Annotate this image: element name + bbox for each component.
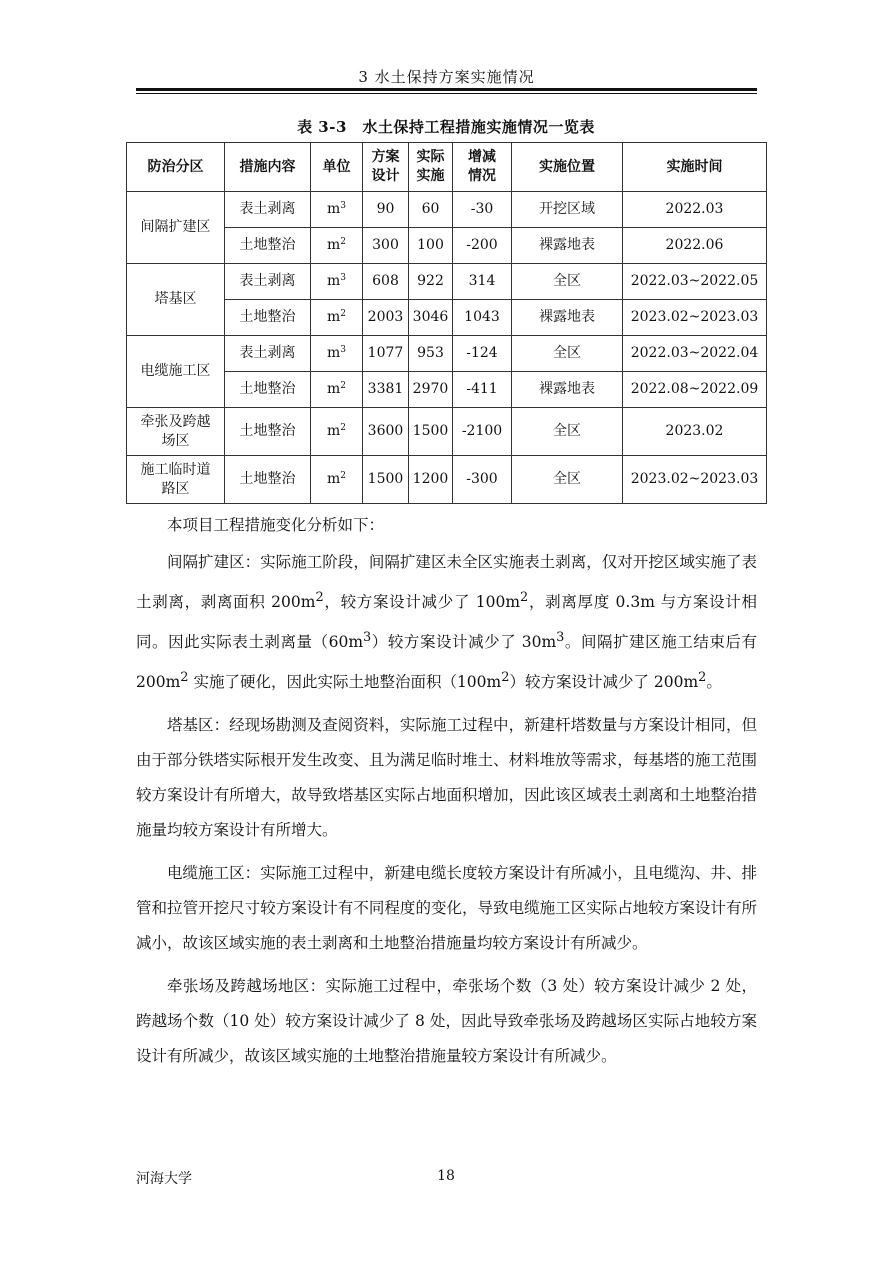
zone-cell: 间隔扩建区 (127, 192, 225, 264)
header-actual-line1: 实际 (416, 149, 445, 165)
design-cell: 90 (363, 192, 409, 228)
table-row (127, 456, 767, 504)
paragraph-cable-construction: 电缆施工区：实际施工过程中，新建电缆长度较方案设计有所减小，且电缆沟、井、排管和拉管开挖尺寸较方案设计有不同程度的变化，导致电缆施工区实际占地较方案设计有所减小，故该区域实施的表土剥离和土地整治措施量均较方案设计有所减少。 (136, 864, 757, 953)
time-cell: 2022.03~2022.05 (623, 264, 767, 300)
unit-cell (311, 228, 363, 264)
location-cell: 全区 (512, 336, 623, 372)
time-cell: 2023.02 (623, 408, 767, 456)
zone-line2: 路区 (161, 480, 190, 497)
header-change (453, 143, 512, 192)
change-cell: -124 (453, 336, 512, 372)
header-zone: 防治分区 (127, 143, 225, 192)
design-cell: 300 (363, 228, 409, 264)
footer-institution: 河海大学 (136, 1171, 192, 1187)
time-cell: 2022.03 (623, 192, 767, 228)
time-cell: 2023.02~2023.03 (623, 300, 767, 336)
actual-cell: 60 (409, 192, 453, 228)
change-cell: 314 (453, 264, 512, 300)
location-cell: 裸露地表 (512, 228, 623, 264)
header-measure: 措施内容 (225, 143, 311, 192)
unit-base: m (326, 345, 341, 361)
unit-exponent: 3 (340, 201, 346, 211)
actual-cell: 1500 (409, 408, 453, 456)
header-change-line2: 情况 (468, 168, 496, 184)
zone-cell (127, 456, 225, 504)
paragraph-interval-expansion (136, 545, 757, 700)
location-cell: 全区 (512, 408, 623, 456)
design-cell: 3600 (363, 408, 409, 456)
measure-cell: 表土剥离 (225, 264, 311, 300)
design-cell: 3381 (363, 372, 409, 408)
table-caption: 表 3-3 水土保持工程措施实施情况一览表 (297, 118, 595, 136)
text-run: 实施了硬化，因此实际土地整治面积（100m (188, 673, 502, 692)
unit-cell (311, 300, 363, 336)
unit-cell (311, 192, 363, 228)
design-cell: 2003 (363, 300, 409, 336)
page-number: 18 (437, 1168, 455, 1184)
unit-cell (311, 372, 363, 408)
change-cell: -300 (453, 456, 512, 504)
time-cell: 2022.08~2022.09 (623, 372, 767, 408)
header-design (363, 143, 409, 192)
text-run: 间隔扩建区：实际施工阶段，间隔扩建区未全区实施表土剥离，仅对开挖区域实施了表土剥离，剥离面积 200m (136, 553, 757, 612)
design-cell: 1500 (363, 456, 409, 504)
superscript: 2 (315, 590, 324, 605)
measure-cell: 土地整治 (225, 228, 311, 264)
time-cell: 2022.06 (623, 228, 767, 264)
change-cell: -2100 (453, 408, 512, 456)
unit-exponent: 2 (340, 381, 346, 391)
change-cell: 1043 (453, 300, 512, 336)
zone-line2: 场区 (161, 432, 190, 449)
zone-cell: 电缆施工区 (127, 336, 225, 408)
zone-line1: 牵张及跨越 (140, 413, 211, 430)
superscript: 2 (698, 670, 707, 686)
running-header: 3 水土保持方案实施情况 (358, 68, 535, 86)
change-cell: -411 (453, 372, 512, 408)
header-actual-line2: 实施 (416, 168, 445, 184)
zone-cell (127, 408, 225, 456)
unit-cell (311, 456, 363, 504)
unit-exponent: 2 (340, 237, 346, 247)
unit-base: m (326, 423, 341, 439)
unit-base: m (326, 237, 341, 253)
location-cell: 裸露地表 (512, 372, 623, 408)
unit-cell (311, 408, 363, 456)
superscript: 2 (520, 590, 529, 605)
analysis-text (136, 508, 757, 1082)
paragraph-tower-base: 塔基区：经现场勘测及查阅资料，实际施工过程中，新建杆塔数量与方案设计相同，但由于部分铁塔实际根开发生改变、且为满足临时堆土、材料堆放等需求，每基塔的施工范围较方案设计有所增大，故导致塔基区实际占地面积增加，因此该区域表土剥离和土地整治措施量均较方案设计有所增大。 (136, 716, 757, 840)
unit-exponent: 2 (340, 309, 346, 319)
header-rule-thick (136, 88, 757, 91)
unit-exponent: 3 (340, 345, 346, 355)
measure-cell: 土地整治 (225, 300, 311, 336)
header-change-line1: 增减 (468, 149, 496, 165)
unit-base: m (326, 273, 341, 289)
paragraph-tension-crossing-site: 牵张场及跨越场地区：实际施工过程中，牵张场个数（3 处）较方案设计减少 2 处，跨越场个数（10 处）较方案设计减少了 8 处，因此导致牵张场及跨越场区实际占地较方案设计有所减少，故该区域实施的土地整治措施量较方案设计有所减少。 (136, 977, 757, 1066)
unit-base: m (326, 471, 341, 487)
text-run: 。 (706, 673, 722, 692)
table-row (127, 264, 767, 300)
time-cell: 2023.02~2023.03 (623, 456, 767, 504)
table-header-row (127, 143, 767, 192)
unit-base: m (326, 201, 341, 217)
text-run: ，剥离厚度 0.3m 与方案设计相同。因此实际表土剥离量（60m (136, 593, 757, 652)
location-cell: 全区 (512, 264, 623, 300)
actual-cell: 3046 (409, 300, 453, 336)
unit-exponent: 2 (340, 423, 346, 433)
superscript: 2 (501, 670, 510, 686)
actual-cell: 922 (409, 264, 453, 300)
text-run: ）较方案设计减少了 30m (371, 633, 557, 652)
actual-cell: 1200 (409, 456, 453, 504)
header-time: 实施时间 (623, 143, 767, 192)
text-run: ）较方案设计减少了 200m (509, 673, 699, 692)
time-cell: 2022.03~2022.04 (623, 336, 767, 372)
text-run: 。间隔扩建区施工结束后有 200m (136, 633, 757, 692)
measure-cell: 表土剥离 (225, 336, 311, 372)
superscript: 3 (363, 630, 372, 646)
measures-table (126, 142, 767, 504)
zone-cell: 塔基区 (127, 264, 225, 336)
unit-exponent: 2 (340, 471, 346, 481)
table-row (127, 192, 767, 228)
location-cell: 裸露地表 (512, 300, 623, 336)
measure-cell: 土地整治 (225, 408, 311, 456)
change-cell: -200 (453, 228, 512, 264)
actual-cell: 953 (409, 336, 453, 372)
design-cell: 608 (363, 264, 409, 300)
intro-paragraph: 本项目工程措施变化分析如下： (167, 516, 385, 534)
unit-cell (311, 264, 363, 300)
table-row (127, 336, 767, 372)
header-rule-thin (136, 93, 757, 94)
header-design-line2: 设计 (371, 168, 400, 184)
actual-cell: 2970 (409, 372, 453, 408)
header-actual (409, 143, 453, 192)
header-location: 实施位置 (512, 143, 623, 192)
measure-cell: 土地整治 (225, 372, 311, 408)
superscript: 2 (180, 670, 189, 686)
unit-cell (311, 336, 363, 372)
measure-cell: 土地整治 (225, 456, 311, 504)
text-run: ，较方案设计减少了 100m (323, 593, 521, 612)
header-design-line1: 方案 (371, 149, 400, 165)
table-row (127, 408, 767, 456)
superscript: 3 (556, 630, 565, 646)
measure-cell: 表土剥离 (225, 192, 311, 228)
unit-exponent: 3 (340, 273, 346, 283)
header-unit: 单位 (311, 143, 363, 192)
zone-line1: 施工临时道 (140, 461, 211, 478)
location-cell: 全区 (512, 456, 623, 504)
actual-cell: 100 (409, 228, 453, 264)
design-cell: 1077 (363, 336, 409, 372)
location-cell: 开挖区域 (512, 192, 623, 228)
change-cell: -30 (453, 192, 512, 228)
unit-base: m (326, 309, 341, 325)
unit-base: m (326, 381, 341, 397)
